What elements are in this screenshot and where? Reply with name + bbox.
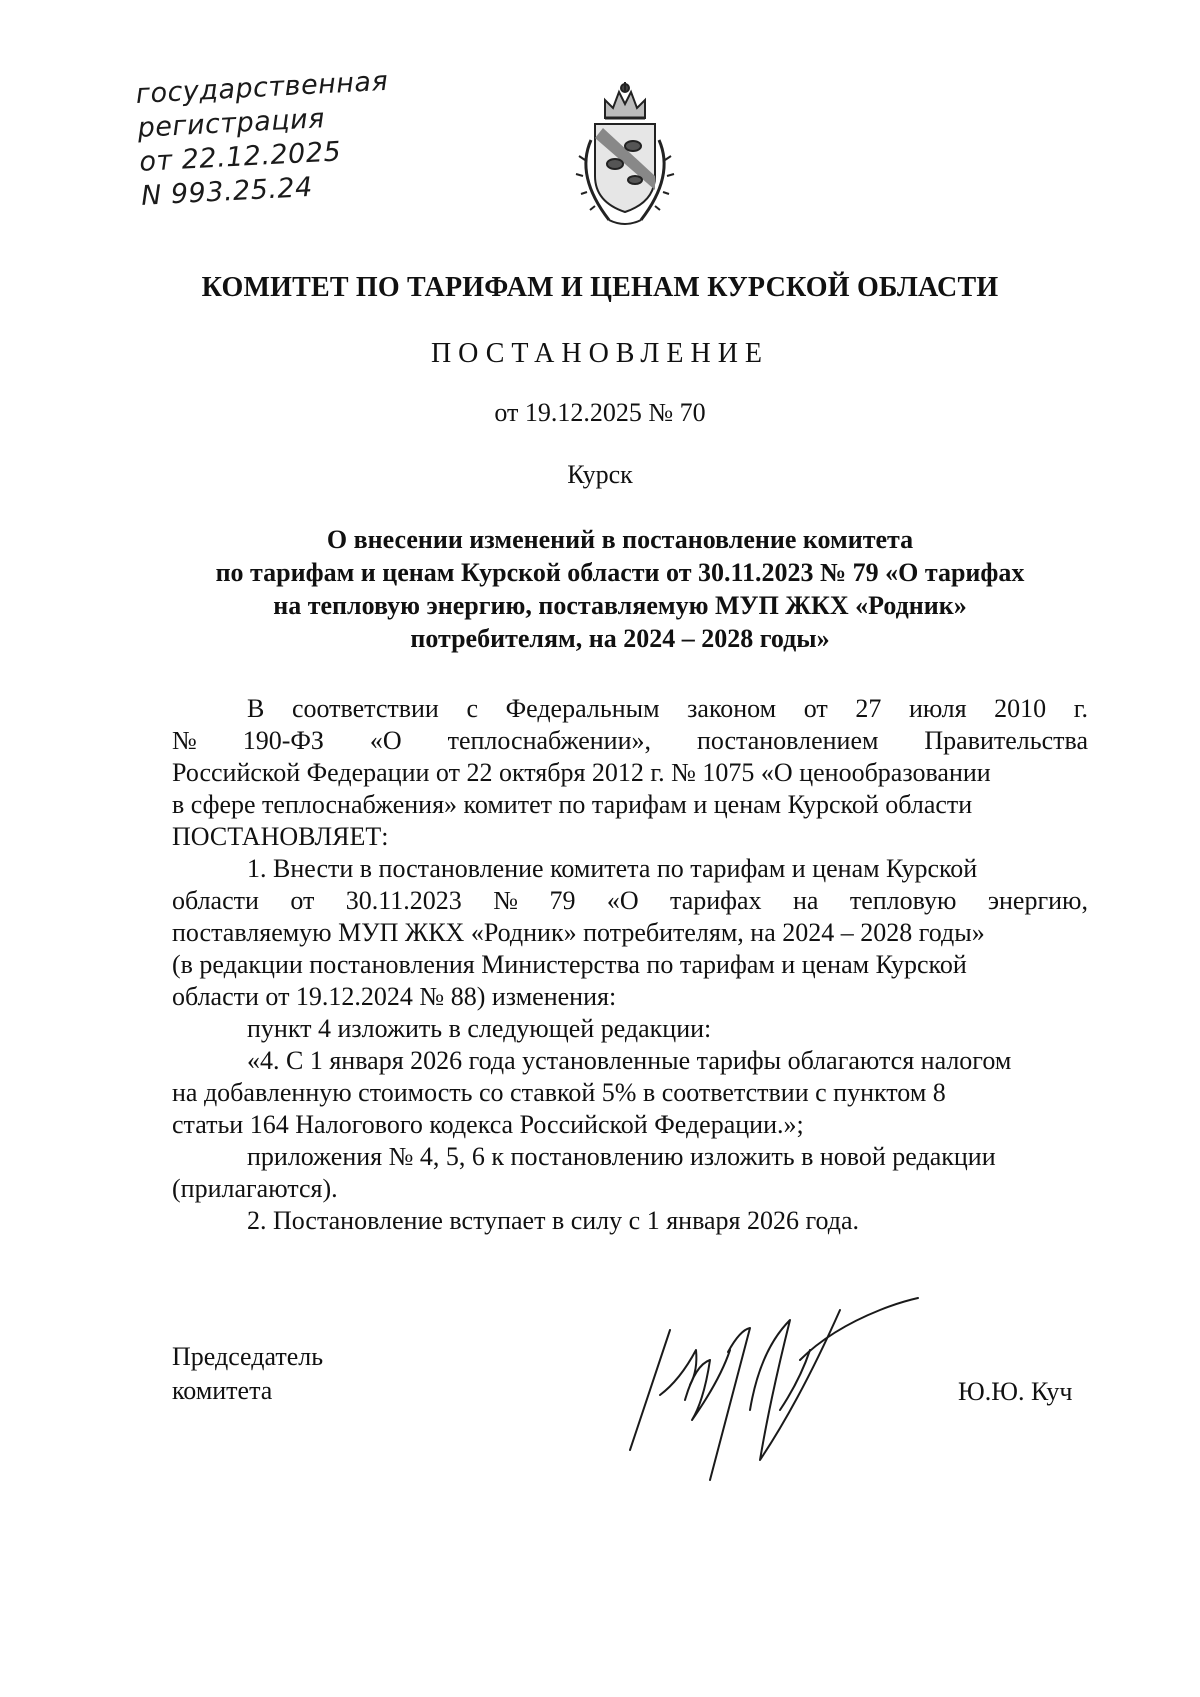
item1-line: пункт 4 изложить в следующей редакции: [247,1014,712,1043]
item1-line: (прилагаются). [172,1174,338,1203]
justified-word: области [172,886,259,915]
item1-quote-line: на добавленную стоимость со ставкой 5% в соответствии с пунктом 8 [172,1078,946,1107]
justified-word: постановлением [696,726,879,755]
item1-line: приложения № 4, 5, 6 к постановлению изложить в новой редакции [247,1142,996,1171]
justified-word: законом [687,694,777,723]
justified-word: Правительства [924,726,1088,755]
document-type-heading: ПОСТАНОВЛЕНИЕ [430,338,770,369]
signatory-name: Ю.Ю. Куч [958,1377,1073,1406]
subject-line: О внесении изменений в постановление комитета [326,525,914,554]
justified-word: 79 [549,886,576,915]
justified-word: г. [1073,694,1088,723]
justified-word: 2010 [994,694,1047,723]
item1-line [172,885,1088,917]
subject-line: по тарифам и ценам Курской области от 30.11.2023 № 79 «О тарифах [215,558,1025,587]
justified-word: с [466,694,478,723]
justified-word: теплоснабжении», [447,726,652,755]
justified-word: от [803,694,828,723]
justified-word: тепловую [849,886,957,915]
signatory-role-line: Председатель [172,1342,324,1371]
preamble-line [172,725,1088,757]
handwritten-signature [600,1290,930,1490]
preamble-line: Российской Федерации от 22 октября 2012 г. № 1075 «О ценообразовании [172,758,991,787]
justified-word: 27 [855,694,882,723]
subject-line: на тепловую энергию, поставляемую МУП ЖКХ «Родник» [273,591,967,620]
justified-word: № [172,726,197,755]
signatory-role [172,1340,323,1408]
item1-line: 1. Внести в постановление комитета по тарифам и ценам Курской [247,854,978,883]
justified-word: энергию, [987,886,1088,915]
document-city: Курск [567,460,633,489]
registration-note-line: регистрация [136,103,326,144]
document-body [172,693,1088,1237]
subject-line: потребителям, на 2024 – 2028 годы» [410,624,830,653]
justified-word: 30.11.2023 [345,886,462,915]
organization-title: КОМИТЕТ ПО ТАРИФАМ И ЦЕНАМ КУРСКОЙ ОБЛАСТИ [201,272,999,303]
item1-quote-line: «4. С 1 января 2026 года установленные тарифы облагаются налогом [247,1046,1012,1075]
item1-quote-line: статьи 164 Налогового кодекса Российской Федерации.»; [172,1110,804,1139]
kursk-coat-of-arms-icon [555,80,695,230]
justified-word: от [290,886,315,915]
item1-line: поставляемую МУП ЖКХ «Родник» потребителям, на 2024 – 2028 годы» [172,918,985,947]
justified-word: В [247,694,265,723]
registration-handwritten-note [135,63,422,213]
justified-word: «О [369,726,402,755]
preamble-line: в сфере теплоснабжения» комитет по тарифам и ценам Курской области [172,790,973,819]
item1-line: (в редакции постановления Министерства по тарифам и ценам Курской [172,950,967,979]
registration-note-date: от 22.12.2025 [138,136,342,178]
item2-line: 2. Постановление вступает в силу с 1 января 2026 года. [247,1206,860,1235]
registration-note-line: государственная [135,65,389,110]
document-subject [170,523,1070,655]
justified-word: 190-ФЗ [242,726,324,755]
preamble-line [172,693,1088,725]
justified-word: тарифах [670,886,762,915]
justified-word: Федеральным [505,694,660,723]
justified-word: «О [606,886,639,915]
item1-line: области от 19.12.2024 № 88) изменения: [172,982,617,1011]
signatory-role-line: комитета [172,1376,273,1405]
justified-word: июля [908,694,967,723]
registration-note-number: N 993.25.24 [140,171,314,212]
justified-word: № [493,886,519,915]
preamble-decree-word: ПОСТАНОВЛЯЕТ: [172,822,389,851]
justified-word: на [792,886,819,915]
document-date-number: от 19.12.2025 № 70 [494,398,706,427]
justified-word: соответствии [291,694,439,723]
